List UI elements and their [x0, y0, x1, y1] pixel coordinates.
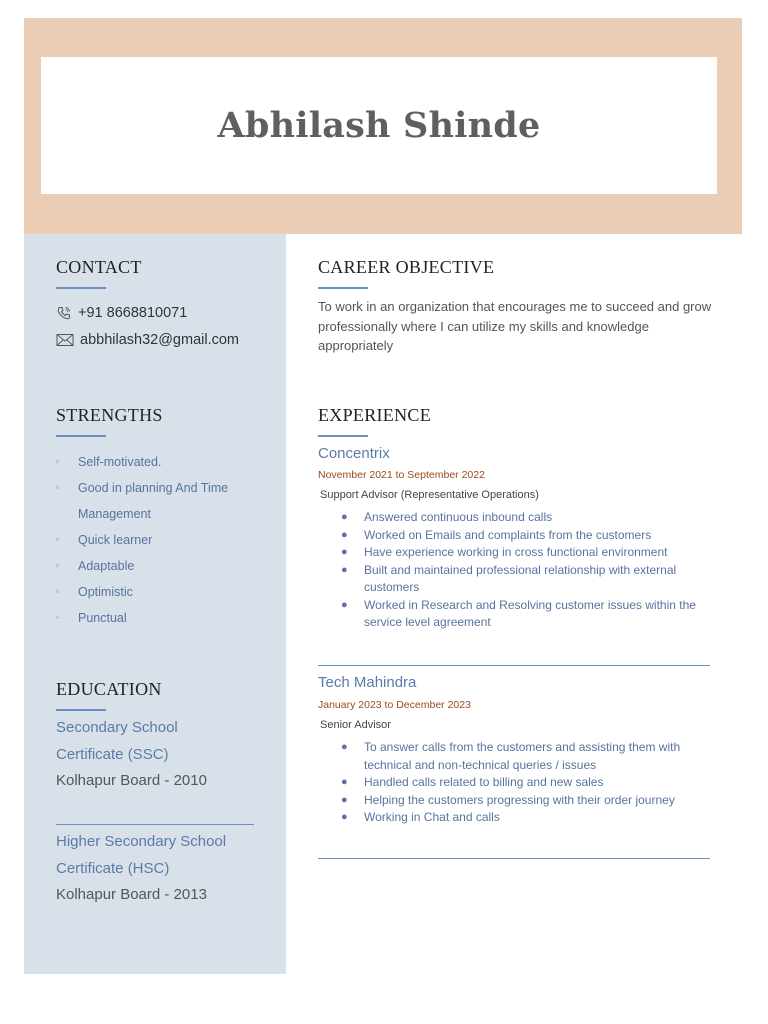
job-role: Senior Advisor [320, 719, 391, 731]
education-underline [56, 709, 106, 711]
education-degree: Secondary School Certificate (SSC) [56, 719, 178, 763]
bullet-icon: ● [341, 776, 348, 788]
contact-title: CONTACT [56, 257, 142, 277]
list-item: ● Worked in Research and Resolving customer issues within the service level agreement [340, 597, 720, 632]
objective-title: CAREER OBJECTIVE [318, 257, 495, 277]
strengths-list [56, 449, 276, 631]
list-item: ● Working in Chat and calls [340, 809, 720, 827]
job-dates: January 2023 to December 2023 [318, 699, 471, 711]
strengths-title: STRENGTHS [56, 405, 163, 425]
square-bullet-icon: ▫ [56, 587, 59, 596]
education-board: Kolhapur Board - 2013 [56, 886, 207, 903]
bullet-icon: ● [341, 793, 348, 806]
responsibility-list [340, 739, 720, 827]
list-item: ● Worked on Emails and complaints from the customers [340, 527, 720, 545]
objective-text: To work in an organization that encourages me to succeed and grow professionally where I can utilize my skills and knowledge appropriately [318, 299, 712, 353]
contact-underline [56, 287, 106, 289]
bullet-icon: ● [341, 563, 348, 576]
list-item: ● To answer calls from the customers and assisting them with technical and non-technical queries / issues [340, 739, 720, 774]
job-dates: November 2021 to September 2022 [318, 469, 485, 481]
list-item: ● Built and maintained professional relationship with external customers [340, 562, 720, 597]
education-divider [56, 824, 254, 825]
circle-bullet-icon: ◦ [56, 613, 59, 622]
education-item-hsc [56, 829, 256, 909]
education-degree: Higher Secondary School Certificate (HSC) [56, 833, 227, 877]
bullet-icon: ● [341, 811, 348, 823]
list-item: ● Answered continuous inbound calls [340, 509, 720, 527]
square-bullet-icon: ▫ [56, 457, 59, 466]
list-item: ● Helping the customers progressing with their order journey [340, 792, 720, 810]
candidate-name: Abhilash Shinde [217, 105, 541, 146]
contact-phone [56, 305, 187, 321]
education-board: Kolhapur Board - 2010 [56, 772, 207, 789]
list-item: ▫ Optimistic [56, 579, 276, 605]
list-item: ● Have experience working in cross functional environment [340, 544, 720, 562]
name-box [41, 57, 717, 194]
job-role: Support Advisor (Representative Operations) [320, 489, 539, 501]
education-title: EDUCATION [56, 679, 162, 699]
square-bullet-icon: ▫ [56, 535, 59, 544]
bullet-icon: ● [341, 546, 348, 558]
phone-icon [56, 305, 72, 321]
responsibility-list [340, 509, 720, 632]
objective-underline [318, 287, 368, 289]
experience-divider [318, 665, 710, 666]
list-item: ▫ Self-motivated. [56, 449, 276, 475]
email-address[interactable]: abbhilash32@gmail.com [80, 332, 239, 348]
bullet-icon: ● [341, 528, 348, 541]
experience-divider [318, 858, 710, 859]
experience-title: EXPERIENCE [318, 405, 431, 425]
list-item: ● Handled calls related to billing and new sales [340, 774, 720, 792]
company-name: Tech Mahindra [318, 674, 417, 691]
list-item: ▫ Adaptable [56, 553, 276, 579]
list-item: ▫ Quick learner [56, 527, 276, 553]
list-item: ◦ Punctual [56, 605, 276, 631]
envelope-icon [56, 333, 74, 347]
list-item: ▫ Good in planning And Time Management [56, 475, 276, 527]
contact-email [56, 332, 239, 348]
bullet-icon: ● [341, 741, 348, 753]
company-name: Concentrix [318, 445, 390, 462]
strengths-underline [56, 435, 106, 437]
education-item-ssc [56, 715, 246, 795]
phone-number: +91 8668810071 [78, 305, 188, 321]
square-bullet-icon: ▫ [56, 561, 59, 570]
bullet-icon: ● [341, 511, 348, 523]
experience-underline [318, 435, 368, 437]
bullet-icon: ● [341, 598, 348, 611]
square-bullet-icon: ▫ [56, 483, 59, 492]
